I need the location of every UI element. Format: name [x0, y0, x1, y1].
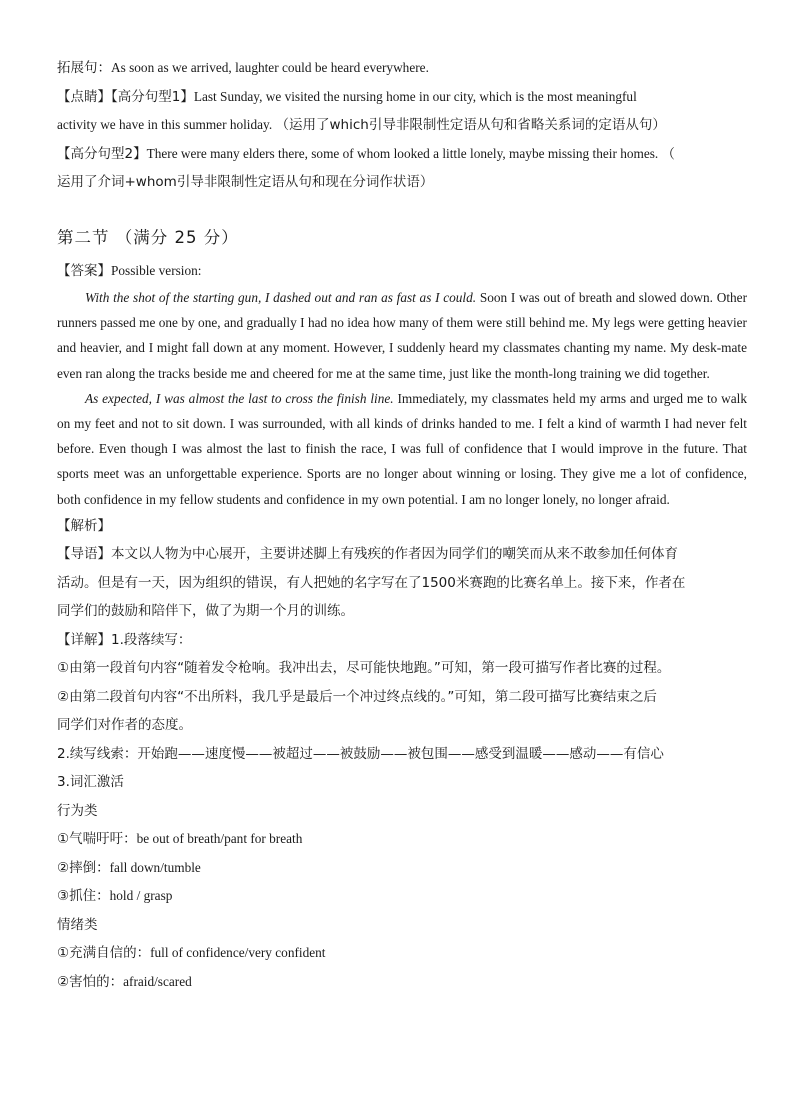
intro-text-1: 本文以人物为中心展开，主要讲述脚上有残疾的作者因为同学们的嘲笑而从来不敢参加任何体育 [111, 546, 678, 563]
emotion-category: 情绪类 [57, 916, 98, 933]
essay-paragraph-2 [57, 386, 747, 512]
emotion-item [57, 968, 747, 997]
action-item-cn: ②摔倒： [57, 859, 110, 876]
action-item-en: be out of breath/pant for breath [136, 831, 303, 847]
detail-label: 【详解】 [57, 631, 111, 648]
section-heading: 第二节 （满分 25 分） [57, 227, 239, 247]
intro-label: 【导语】 [57, 546, 111, 563]
emotion-item-en: afraid/scared [123, 973, 192, 989]
para1-opening: With the shot of the starting gun, I dashed out and ran as fast as I could. [85, 290, 477, 305]
pattern2-text: There were many elders there, some of whom looked a little lonely, maybe missing their homes. （ [146, 145, 675, 161]
vocab-title: 3.词汇激活 [57, 774, 124, 791]
pattern1-text-a: Last Sunday, we visited the nursing home in our city, which is the most meaningful [193, 88, 637, 104]
pattern2-label: 【高分句型2】 [57, 145, 147, 162]
action-item-en: hold / grasp [109, 888, 173, 904]
extension-text: As soon as we arrived, laughter could be heard everywhere. [111, 60, 429, 75]
action-item [57, 825, 747, 854]
document-page [57, 54, 747, 996]
answer-line [57, 257, 747, 286]
pattern1-text-b: activity we have in this summer holiday. [57, 117, 276, 132]
pattern1-line-a [57, 83, 747, 112]
pattern1-line-b [57, 111, 747, 140]
answer-label: 【答案】 [57, 262, 111, 279]
intro-line-2: 活动。但是有一天，因为组织的错误，有人把她的名字写在了1500米赛跑的比赛名单上。接下来，作者在 [57, 574, 686, 591]
intro-line-3: 同学们的鼓励和陪伴下，做了为期一个月的训练。 [57, 603, 354, 620]
answer-intro: Possible version: [111, 262, 202, 278]
detail-heading [57, 626, 747, 655]
action-item-cn: ③抓住： [57, 888, 110, 905]
detail-title: 1.段落续写： [111, 631, 192, 648]
action-category: 行为类 [57, 802, 98, 819]
action-item [57, 854, 747, 883]
action-item-cn: ①气喘吁吁： [57, 831, 137, 848]
essay-paragraph-1 [57, 285, 747, 386]
pattern1-label: 【高分句型1】 [111, 88, 194, 105]
para1-body: Soon I was out of breath and slowed down. Other runners passed me one by one, and gradually I had no idea how many of them were still behind me. My legs were getting heavier and heavier, and I might fall down at any moment. However, I suddenly heard my classmates chanting my name. My desk-mate even ran along the tracks beside me and cheered for me at the same time, just like the month-long training we did together. [57, 290, 747, 381]
extension-sentence [57, 54, 747, 83]
detail-point-2a: ②由第二段首句内容“不出所料，我几乎是最后一个冲过终点线的。”可知，第二段可描写比赛结束之后 [57, 688, 657, 705]
pattern2-line-a [57, 140, 747, 169]
emotion-item-en: full of confidence/very confident [150, 945, 326, 961]
writing-clue: 2.续写线索：开始跑——速度慢——被超过——被鼓励——被包围——感受到温暖——感动——有信心 [57, 745, 664, 762]
model-essay [57, 285, 747, 512]
pointer-label: 【点睛】 [57, 88, 111, 105]
detail-point-1: ①由第一段首句内容“随着发令枪响。我冲出去，尽可能快地跑。”可知，第一段可描写作者比赛的过程。 [57, 660, 671, 677]
para2-opening: As expected, I was almost the last to cross the finish line. [85, 390, 394, 406]
action-item [57, 882, 747, 911]
emotion-item-cn: ②害怕的： [57, 973, 124, 990]
pattern2-note: 运用了介词+whom引导非限制性定语从句和现在分词作状语） [57, 174, 434, 190]
intro-line-1 [57, 540, 747, 569]
para2-body: Immediately, my classmates held my arms and urged me to walk on my feet and not to sit down. I was surrounded, with all kinds of drinks handed to me. I felt a kind of warmth I had never felt before. Even though I was almost the last to finish the race, I was full of confidence that I would improve in the future. That sports meet was an unforgettable experience. Sports are no longer about winning or losing. They give me a lot of confidence, both confidence in my fellow students and confidence in my own potential. I am no longer lonely, no longer afraid. [57, 390, 748, 507]
analysis-label: 【解析】 [57, 517, 111, 534]
emotion-item-cn: ①充满自信的： [57, 945, 151, 962]
extension-label: 拓展句： [57, 60, 111, 76]
detail-point-2b: 同学们对作者的态度。 [57, 717, 192, 734]
emotion-item [57, 939, 747, 968]
pattern1-note: （运用了which引导非限制性定语从句和省略关系词的定语从句） [275, 117, 666, 133]
action-item-en: fall down/tumble [109, 859, 201, 875]
